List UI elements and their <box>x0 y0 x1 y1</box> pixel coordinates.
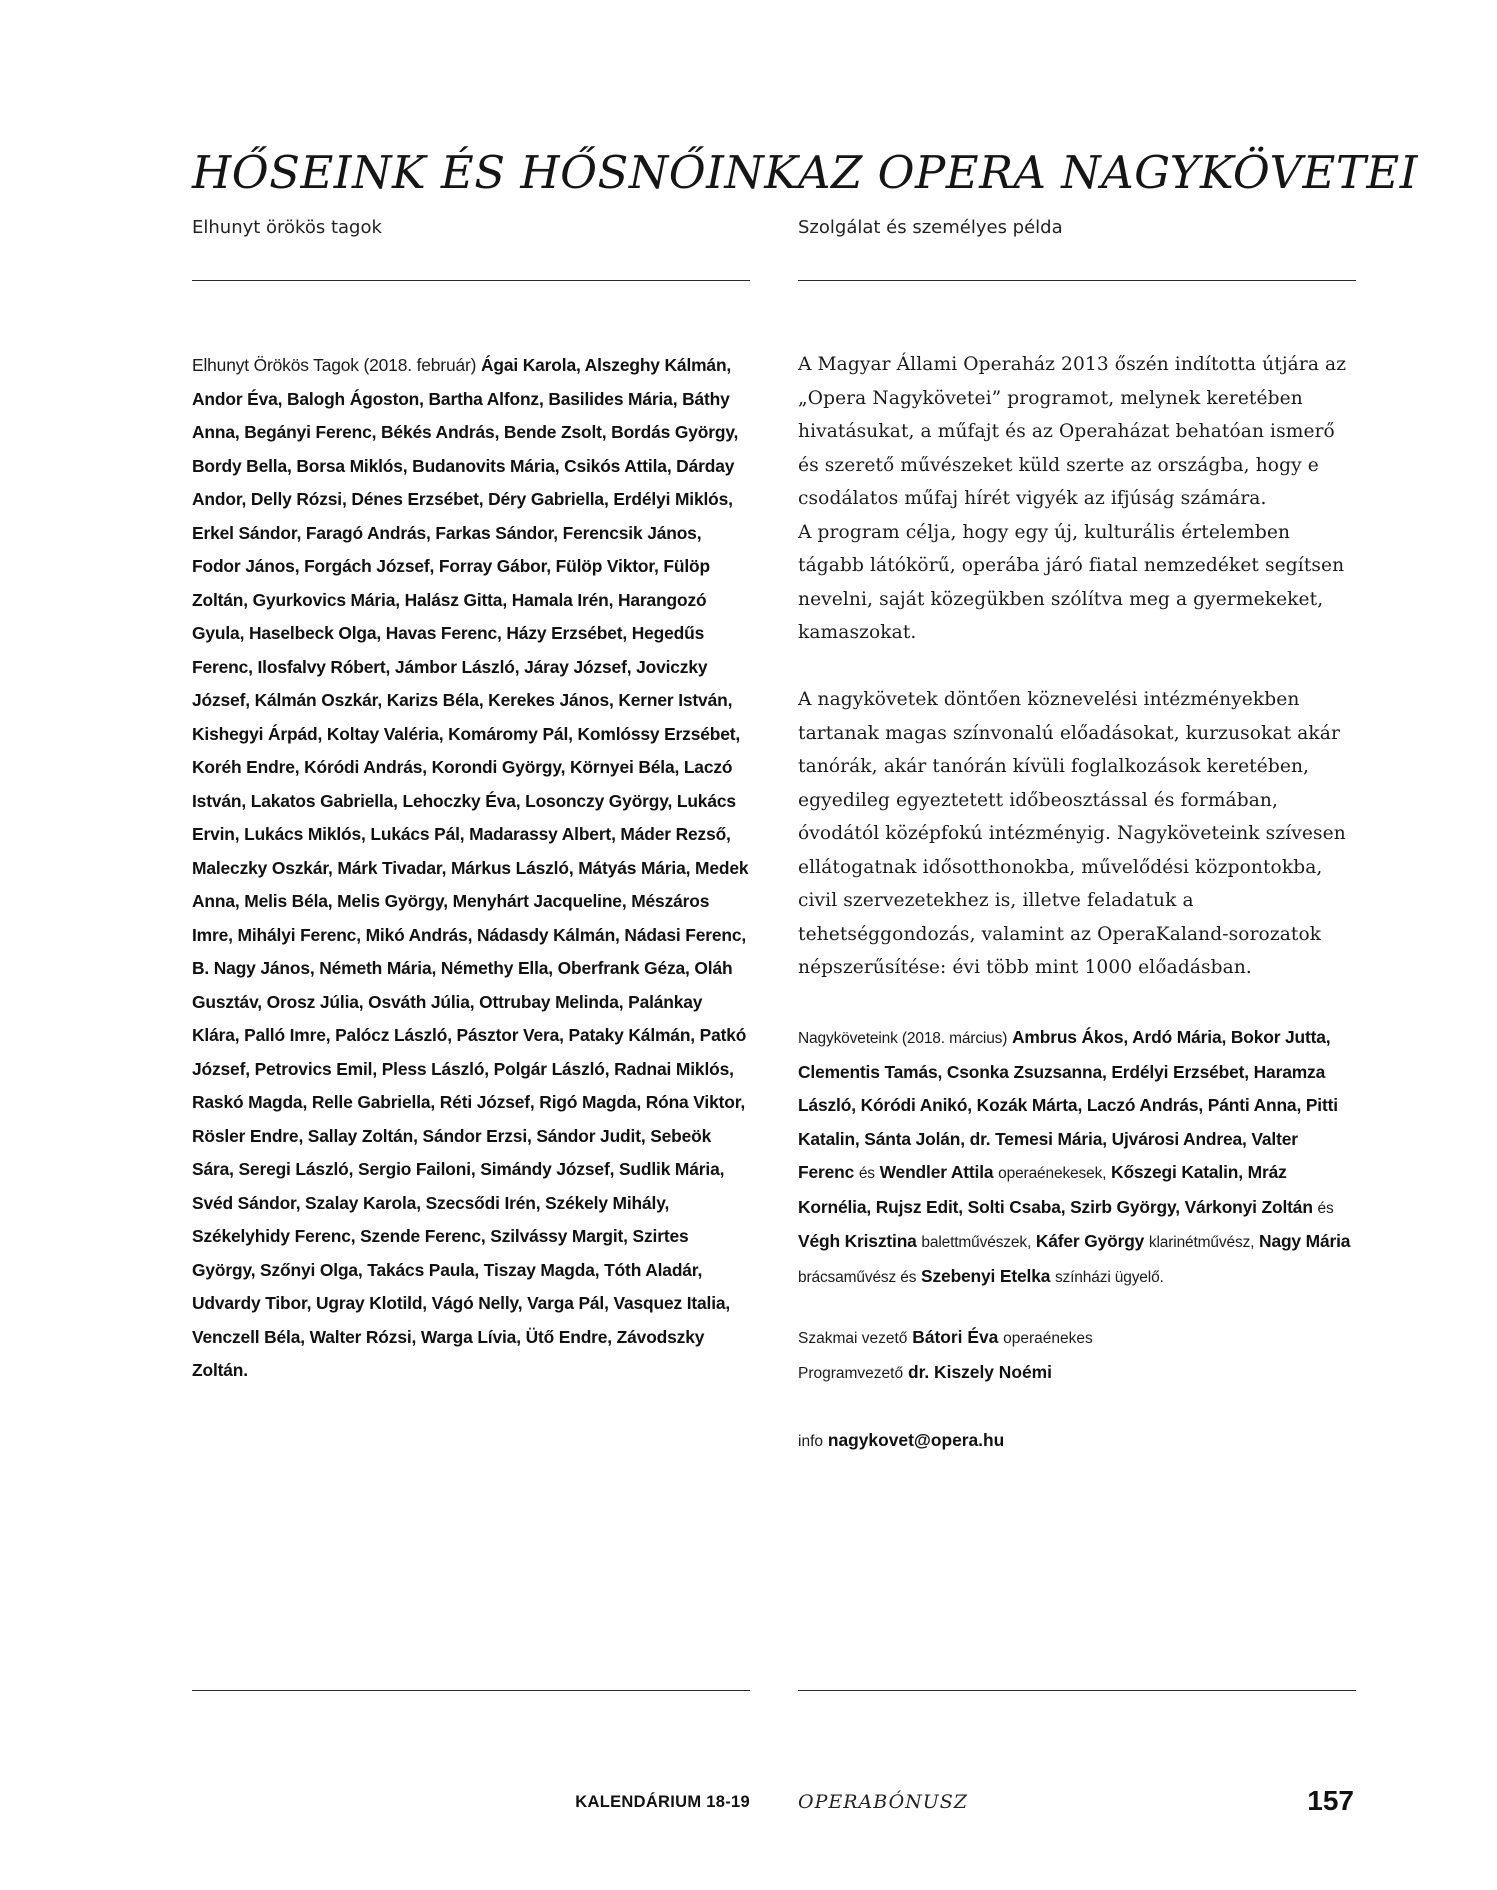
left-subtitle: Elhunyt örökös tagok <box>192 217 382 238</box>
ambassadors-viola-role: brácsaművész és <box>798 1268 917 1286</box>
program-paragraph-2: A program célja, hogy egy új, kulturális értelemben tágabb látókörű, operába járó fiatal nemzedéket segítsen nevelni, saját közegükben szólítva meg a gyermekeket, kamaszokat. <box>798 521 1345 643</box>
page-number: 157 <box>1307 1785 1354 1816</box>
ambassadors-intro: Nagyköveteink (2018. március) <box>798 1030 1008 1047</box>
program-lead-label: Programvezető <box>798 1364 904 1382</box>
lead-line <box>798 1321 1356 1356</box>
program-paragraph-1: A Magyar Állami Operaház 2013 őszén indította útjára az „Opera Nagykövetei” programot, melynek keretében hivatásukat, a műfajt és az Operaházat behatóan ismerő és szerető művészeket küld szerte az országba, hogy e csodálatos műfaj hírét vigyék az ifjúság számára. <box>798 354 1347 509</box>
ambassadors-singers-role: operaénekesek, <box>998 1165 1107 1182</box>
ambassadors-secretary-role: színházi ügyelő. <box>1054 1268 1164 1286</box>
lead-name: Bátori Éva <box>912 1327 999 1347</box>
lead-role: operaénekes <box>1003 1330 1093 1347</box>
ambassadors-singer-last: Wendler Attila <box>879 1162 994 1182</box>
ambassadors-and-2: és <box>1317 1199 1334 1217</box>
right-title: AZ OPERA NAGYKÖVETEI <box>798 146 1419 199</box>
ambassadors-and-1: és <box>858 1165 875 1182</box>
program-lead-line <box>798 1356 1356 1391</box>
left-bottom-divider <box>192 1690 750 1691</box>
right-bottom-divider <box>798 1690 1356 1691</box>
contacts-block <box>798 1321 1356 1458</box>
right-subtitle: Szolgálat és személyes példa <box>798 217 1063 238</box>
info-label: info <box>798 1432 823 1450</box>
deceased-members-intro: Elhunyt Örökös Tagok (2018. február) <box>192 355 477 375</box>
program-lead-name: dr. Kiszely Noémi <box>907 1361 1052 1382</box>
program-paragraph-3: A nagykövetek döntően köznevelési intézményekben tartanak magas színvonalú előadásokat, kurzusokat akár tanórák, akár tanórán kívüli foglalkozások keretében, egyedileg egyeztetett időbeosztással és formában, óvodától középfokú intézményig. Nagyköveteink szívesen ellátogatnak idősotthonokba, művelődési központokba, civil szervezetekhez is, illetve feladatuk a tehetséggondozás, valamint az OperaKaland-sorozatok népszerűsítése: évi több mint 1000 előadásban. <box>798 689 1346 978</box>
footer-publication: KALENDÁRIUM 18-19 <box>575 1793 750 1811</box>
ambassadors-dancer-last: Végh Krisztina <box>798 1231 917 1251</box>
left-top-divider <box>192 280 750 281</box>
footer-section: OPERABÓNUSZ <box>798 1791 969 1813</box>
ambassadors-dancers: Kőszegi Katalin, Mráz Kornélia, Rujsz Edit, Solti Csaba, Szirb György, Várkonyi Zoltán <box>798 1162 1313 1217</box>
info-line <box>798 1424 1356 1459</box>
info-email-link[interactable]: nagykovet@opera.hu <box>827 1429 1005 1450</box>
program-description <box>798 348 1356 985</box>
left-title: HŐSEINK ÉS HŐSNŐINK <box>192 146 799 199</box>
ambassadors-clarinet: Káfer György <box>1035 1231 1145 1251</box>
deceased-members-names: Ágai Karola, Alszeghy Kálmán, Andor Éva, Balogh Ágoston, Bartha Alfonz, Basilides Mária, Báthy Anna, Begányi Ferenc, Békés András, Bende Zsolt, Bordás György, Bordy Bella, Borsa Miklós, Budanovits Mária, Csikós Attila, Dárday Andor, Delly Rózsi, Dénes Erzsébet, Déry Gabriella, Erdélyi Miklós, Erkel Sándor, Faragó András, Farkas Sándor, Ferencsik János, Fodor János, Forgách József, Forray Gábor, Fülöp Viktor, Fülöp Zoltán, Gyurkovics Mária, Halász Gitta, Hamala Irén, Harangozó Gyula, Haselbeck Olga, Havas Ferenc, Házy Erzsébet, Hegedűs Ferenc, Ilosfalvy Róbert, Jámbor László, Járay József, Joviczky József, Kálmán Oszkár, Karizs Béla, Kerekes János, Kerner István, Kishegyi Árpád, Koltay Valéria, Komáromy Pál, Komlóssy Erzsébet, Koréh Endre, Kóródi András, Korondi György, Környei Béla, Laczó István, Lakatos Gabriella, Lehoczky Éva, Losonczy György, Lukács Ervin, Lukács Miklós, Lukács Pál, Madarassy Albert, Máder Rezső, Maleczky Oszkár, Márk Tivadar, Márkus László, Mátyás Mária, Medek Anna, Melis Béla, Melis György, Menyhárt Jacqueline, Mészáros Imre, Mihályi Ferenc, Mikó András, Nádasdy Kálmán, Nádasi Ferenc, B. Nagy János, Németh Mária, Némethy Ella, Oberfrank Géza, Oláh Gusztáv, Orosz Júlia, Osváth Júlia, Ottrubay Melinda, Palánkay Klára, Palló Imre, Palócz László, Pásztor Vera, Pataky Kálmán, Patkó József, Petrovics Emil, Pless László, Polgár László, Radnai Miklós, Raskó Magda, Relle Gabriella, Réti József, Rigó Magda, Róna Viktor, Rösler Endre, Sallay Zoltán, Sándor Erzsi, Sándor Judit, Sebeök Sára, Seregi László, Sergio Failoni, Simándy József, Sudlik Mária, Svéd Sándor, Szalay Karola, Szecsődi Irén, Székely Mihály, Székelyhidy Ferenc, Szende Ferenc, Szilvássy Margit, Szirtes György, Szőnyi Olga, Takács Paula, Tiszay Magda, Tóth Aladár, Udvardy Tibor, Ugray Klotild, Vágó Nelly, Varga Pál, Vasquez Italia, Venczell Béla, Walter Rózsi, Warga Lívia, Ütő Endre, Závodszky Zoltán. <box>192 355 749 1380</box>
ambassadors-dancers-role: balettművészek, <box>921 1234 1032 1251</box>
right-top-divider <box>798 280 1356 281</box>
ambassadors-viola: Nagy Mária <box>1259 1231 1351 1251</box>
ambassadors-list <box>798 1021 1356 1294</box>
deceased-members-text <box>192 349 750 1388</box>
ambassadors-secretary: Szebenyi Etelka <box>921 1265 1051 1286</box>
ambassadors-clarinet-role: klarinétművész, <box>1148 1234 1255 1251</box>
ambassadors-singers: Ambrus Ákos, Ardó Mária, Bokor Jutta, Clementis Tamás, Csonka Zsuzsanna, Erdélyi Erzsébet, Haramza László, Kóródi Anikó, Kozák Márta, Laczó András, Pánti Anna, Pitti Katalin, Sánta Jolán, dr. Temesi Mária, Ujvárosi Andrea, Valter Ferenc <box>798 1027 1338 1182</box>
lead-label: Szakmai vezető <box>798 1330 908 1347</box>
